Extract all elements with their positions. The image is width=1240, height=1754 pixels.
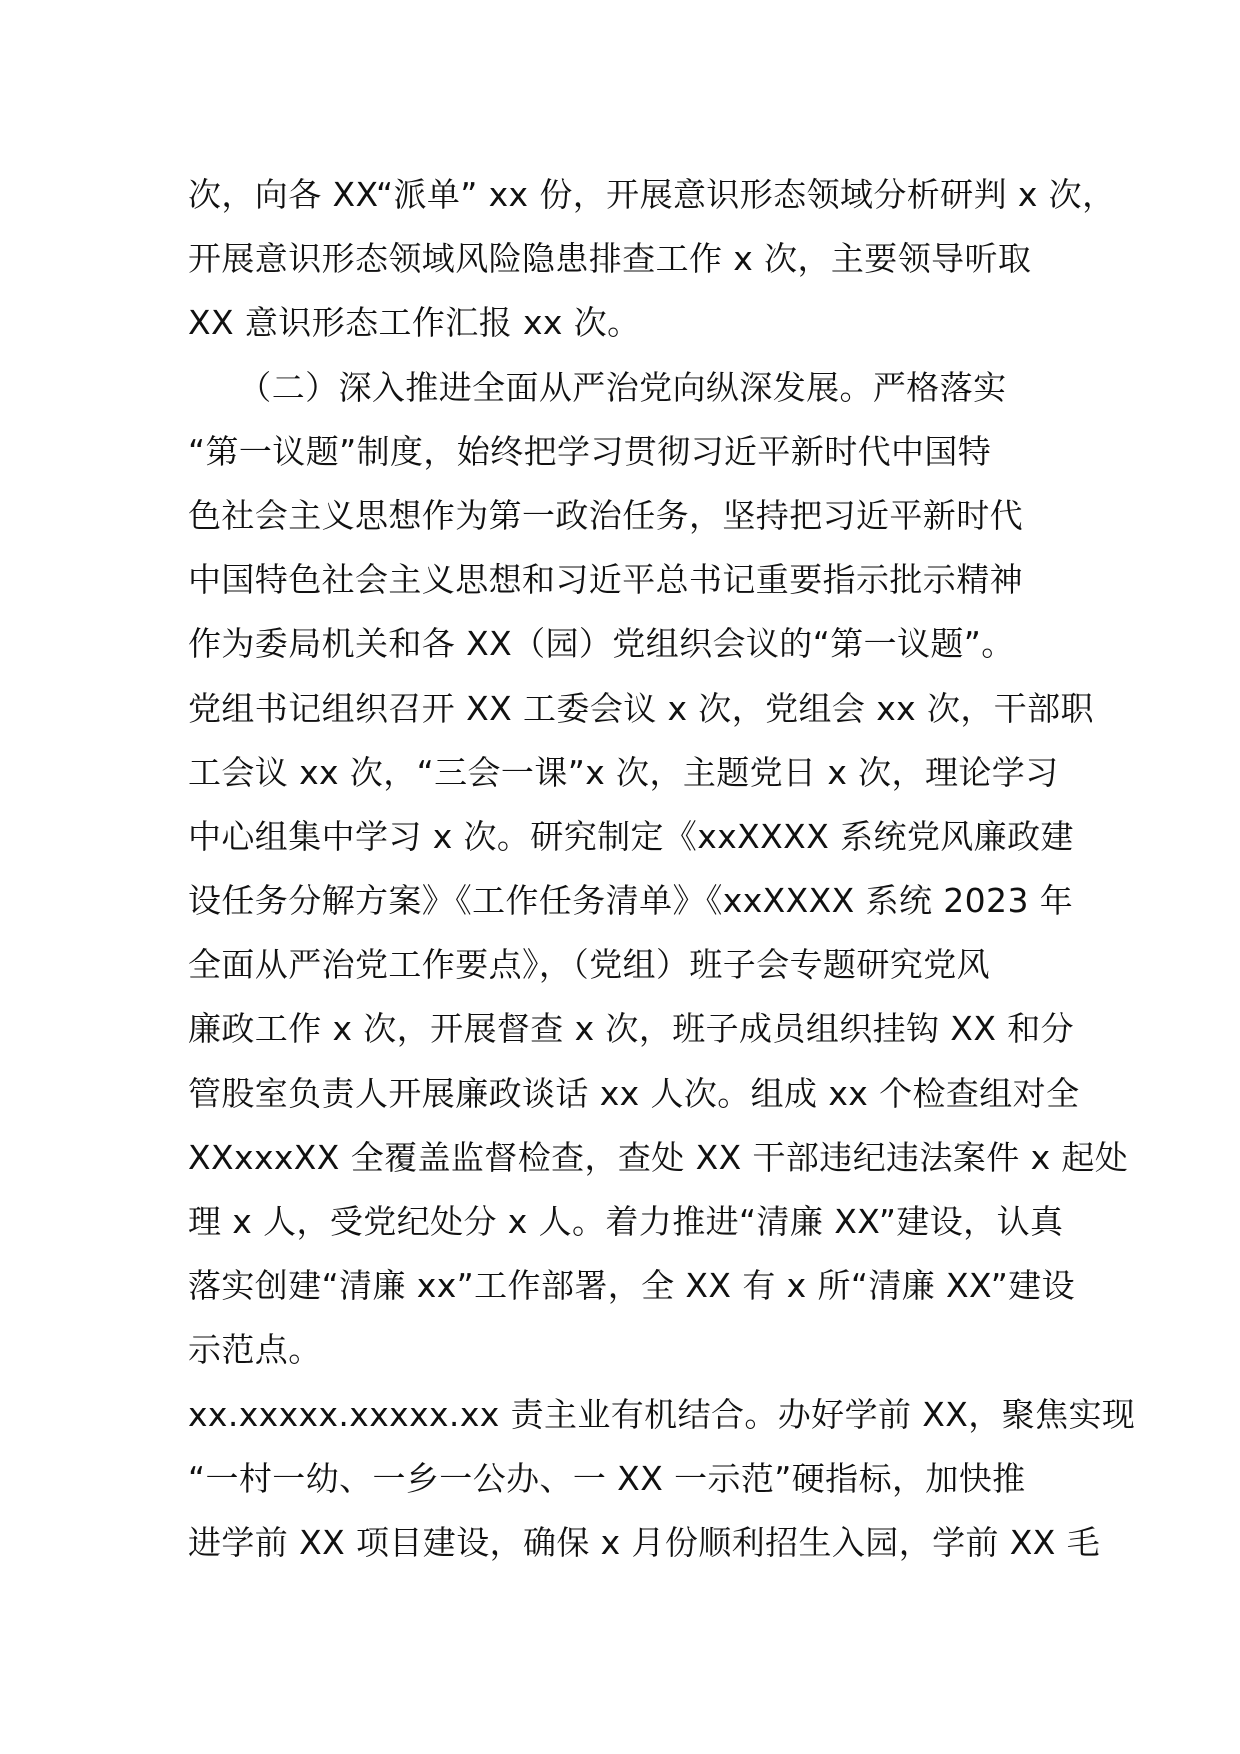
text-line: 中国特色社会主义思想和习近平总书记重要指示批示精神 <box>188 560 1023 600</box>
text-line: XXxxxXX 全覆盖监督检查，查处 XX 干部违纪违法案件 x 起处 <box>188 1137 1129 1177</box>
body-text <box>188 163 1136 1575</box>
text-line: 全面从严治党工作要点》，（党组）班子会专题研究党风 <box>188 945 990 985</box>
text-line: 次，向各 XX“派单” xx 份，开展意识形态领域分析研判 x 次， <box>188 175 1116 214</box>
text-line: 进学前 XX 项目建设，确保 x 月份顺利招生入园，学前 XX 毛 <box>188 1522 1101 1562</box>
text-line: 色社会主义思想作为第一政治任务，坚持把习近平新时代 <box>188 495 1023 535</box>
section-heading-line: （二）深入推进全面从严治党向纵深发展。严格落实 <box>188 367 1007 407</box>
text-line: “一村一幼、一乡一公办、一 XX 一示范”硬指标，加快推 <box>188 1458 1026 1498</box>
text-line: 示范点。 <box>188 1330 322 1370</box>
text-line: “第一议题”制度，始终把学习贯彻习近平新时代中国特 <box>188 431 992 471</box>
text-line: 工会议 xx 次，“三会一课”x 次，主题党日 x 次，理论学习 <box>188 752 1059 792</box>
text-line: XX 意识形态工作汇报 xx 次。 <box>188 303 641 343</box>
text-line: 作为委局机关和各 XX（园）党组织会议的“第一议题”。 <box>188 624 1015 664</box>
text-line: 廉政工作 x 次，开展督查 x 次，班子成员组织挂钩 XX 和分 <box>188 1009 1075 1049</box>
text-line: xx.xxxxx.xxxxx.xx 责主业有机结合。办好学前 XX，聚焦实现 <box>188 1394 1136 1434</box>
text-line: 落实创建“清廉 xx”工作部署，全 XX 有 x 所“清廉 XX”建设 <box>188 1266 1076 1306</box>
text-line: 理 x 人，受党纪处分 x 人。着力推进“清廉 XX”建设，认真 <box>188 1202 1064 1241</box>
text-line: 党组书记组织召开 XX 工委会议 x 次，党组会 xx 次，干部职 <box>188 688 1094 728</box>
text-line: 中心组集中学习 x 次。研究制定《xxXXXX 系统党风廉政建 <box>188 816 1074 856</box>
text-line: 设任务分解方案》《工作任务清单》《xxXXXX 系统 2023 年 <box>188 881 1074 921</box>
text-line: 开展意识形态领域风险隐患排查工作 x 次，主要领导听取 <box>188 239 1032 279</box>
text-line: 管股室负责人开展廉政谈话 xx 人次。组成 xx 个检查组对全 <box>188 1073 1080 1113</box>
